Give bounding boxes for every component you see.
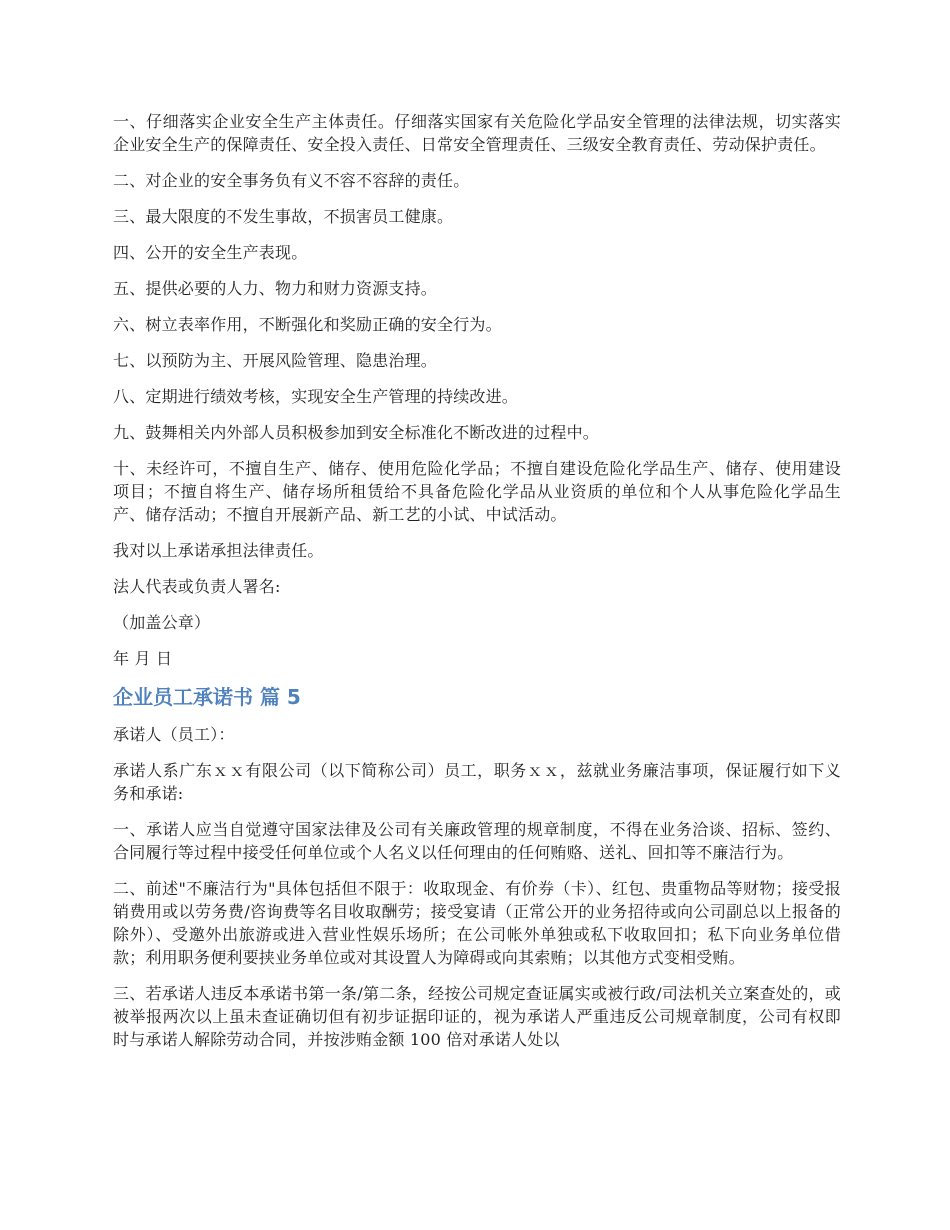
section4-item-9: 九、鼓舞相关内外部人员积极参加到安全标准化不断改进的过程中。	[113, 423, 600, 442]
section4-item-6: 六、树立表率作用，不断强化和奖励正确的安全行为。	[113, 315, 502, 334]
document-page	[113, 110, 841, 1064]
promisor-line: 承诺人（员工）：	[113, 725, 235, 744]
section-heading: 企业员工承诺书 篇 5	[113, 685, 301, 709]
section4-item-5: 五、提供必要的人力、物力和财力资源支持。	[113, 279, 438, 298]
signature-line: 法人代表或负责人署名:	[113, 577, 281, 596]
clause-2: 二、前述"不廉洁行为"具体包括但不限于：收取现金、有价券（卡）、红包、贵重物品等财物；接受报销费用或以劳务费/咨询费等名目收取酬劳；接受宴请（正常公开的业务招待或向公司副总以上报备的除外）、受邀外出旅游或进入营业性娱乐场所；在公司帐外单独或私下收取回扣；私下向业务单位借款；利用职务便利要挟业务单位或对其设置人为障碍或向其索贿；以其他方式变相受贿。	[113, 879, 841, 967]
section4-item-7: 七、以预防为主、开展风险管理、隐患治理。	[113, 351, 438, 370]
section4-item-8: 八、定期进行绩效考核，实现安全生产管理的持续改进。	[113, 387, 519, 406]
section4-item-4: 四、公开的安全生产表现。	[113, 243, 308, 262]
section4-item-3: 三、最大限度的不发生事故，不损害员工健康。	[113, 207, 454, 226]
date-line: 年 月 日	[113, 649, 173, 668]
legal-responsibility-statement: 我对以上承诺承担法律责任。	[113, 541, 324, 560]
section4-item-10: 十、未经许可，不擅自生产、储存、使用危险化学品；不擅自建设危险化学品生产、储存、使用建设项目；不擅自将生产、储存场所租赁给不具备危险化学品从业资质的单位和个人从事危险化学品生产、储存活动；不擅自开展新产品、新工艺的小试、中试活动。	[113, 459, 841, 524]
clause-1: 一、承诺人应当自觉遵守国家法律及公司有关廉政管理的规章制度，不得在业务洽谈、招标、签约、合同履行等过程中接受任何单位或个人名义以任何理由的任何贿赂、送礼、回扣等不廉洁行为。	[113, 820, 841, 862]
section4-item-1: 一、仔细落实企业安全生产主体责任。仔细落实国家有关危险化学品安全管理的法律法规，切实落实企业安全生产的保障责任、安全投入责任、日常安全管理责任、三级安全教育责任、劳动保护责任。	[113, 112, 841, 154]
section4-item-2: 二、对企业的安全事务负有义不容不容辞的责任。	[113, 171, 470, 190]
intro-paragraph: 承诺人系广东ｘｘ有限公司（以下简称公司）员工，职务ｘｘ，兹就业务廉洁事项，保证履行如下义务和承诺:	[113, 761, 841, 803]
clause-3: 三、若承诺人违反本承诺书第一条/第二条，经按公司规定查证属实或被行政/司法机关立案查处的，或被举报两次以上虽未查证确切但有初步证据印证的，视为承诺人严重违反公司规章制度，公司有权即时与承诺人解除劳动合同，并按涉贿金额 100 倍对承诺人处以	[113, 984, 841, 1049]
seal-line: （加盖公章）	[113, 613, 211, 632]
